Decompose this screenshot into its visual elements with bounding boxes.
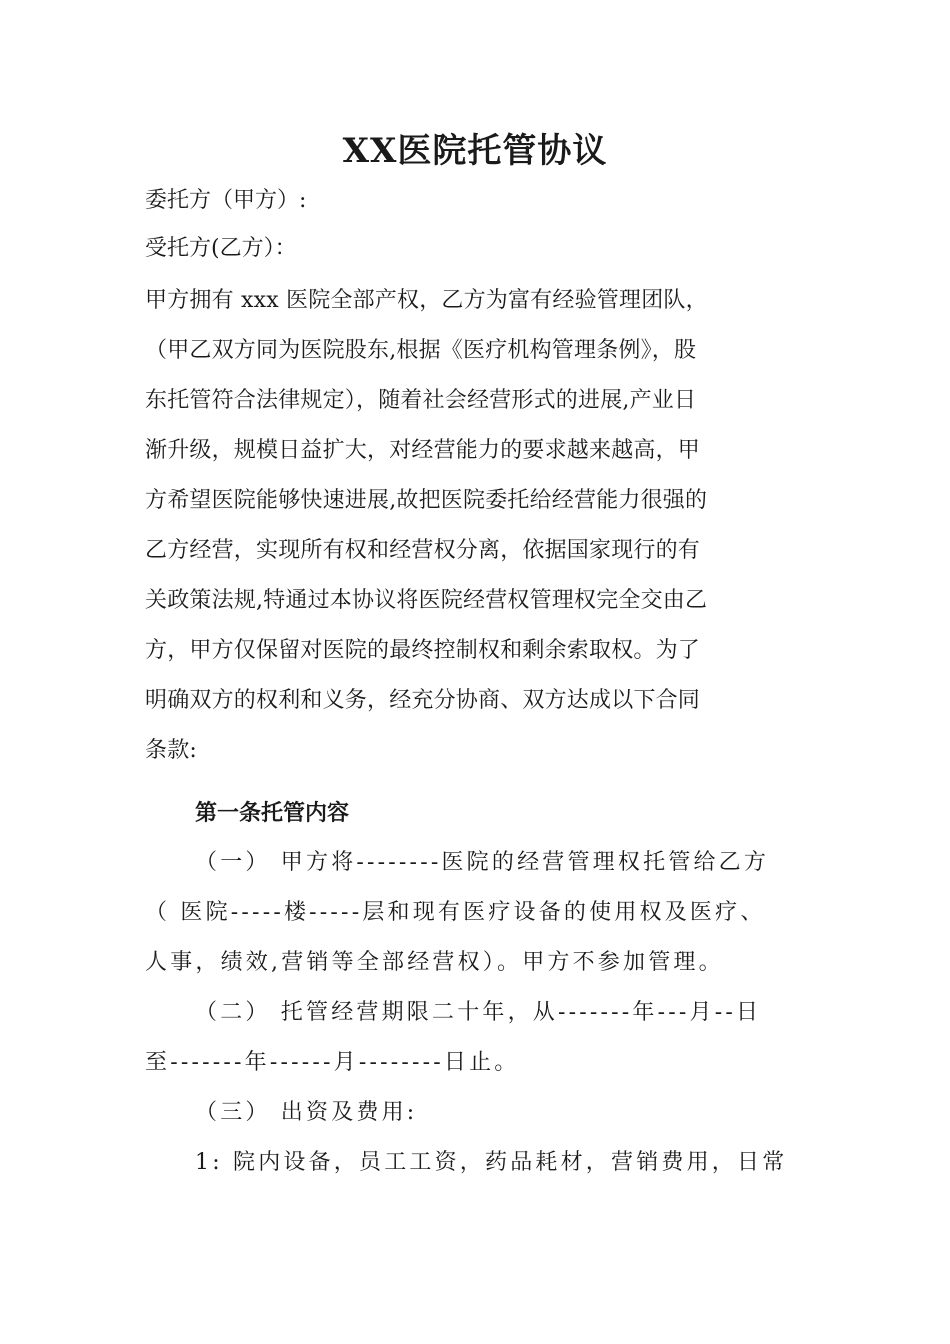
intro-paragraph: [145, 281, 810, 781]
clause-line: （ 医院-----楼-----层和现有医疗设备的使用权及医疗、: [145, 900, 766, 925]
clause-line: 1: 院内设备，员工工资，药品耗材，营销费用，日常: [195, 1150, 788, 1175]
clause-line: 至-------年------月--------日止。: [145, 1050, 520, 1075]
party-b-label: 受托方(乙方）：: [145, 236, 297, 261]
intro-line: 关政策法规,特通过本协议将医院经营权管理权完全交由乙: [145, 588, 708, 613]
clause-line: （一） 甲方将--------医院的经营管理权托管给乙方: [195, 850, 770, 875]
party-a-label: 委托方（甲方）:: [145, 188, 307, 213]
document-title: XX医院托管协议: [342, 131, 608, 171]
intro-line: （甲乙双方同为医院股东,根据《医疗机构管理条例》，股: [145, 338, 697, 363]
intro-line: 明确双方的权利和义务，经充分协商、双方达成以下合同: [145, 688, 701, 713]
intro-line: 渐升级，规模日益扩大，对经营能力的要求越来越高，甲: [145, 438, 701, 463]
intro-line: 乙方经营，实现所有权和经营权分离，依据国家现行的有: [145, 538, 701, 563]
clause-line: （二） 托管经营期限二十年，从-------年---月--日: [195, 1000, 762, 1025]
intro-line: 甲方拥有 xxx 医院全部产权，乙方为富有经验管理团队，: [145, 288, 708, 313]
clause-line: 人事，绩效,营销等全部经营权）。甲方不参加管理。: [145, 950, 724, 975]
intro-line: 方，甲方仅保留对医院的最终控制权和剩余索取权。为了: [145, 638, 701, 663]
clause-3-item-1: [145, 1143, 810, 1193]
intro-line: 条款:: [145, 738, 198, 763]
intro-line: 东托管符合法律规定），随着社会经营形式的进展,产业日: [145, 388, 697, 413]
clause-2: [145, 993, 810, 1093]
intro-line: 方希望医院能够快速进展,故把医院委托给经营能力很强的: [145, 488, 708, 513]
clause-3: [145, 1093, 810, 1143]
clause-1: [145, 843, 810, 993]
clause-line: （三） 出资及费用:: [195, 1100, 418, 1125]
article-1-heading: 第一条托管内容: [195, 800, 350, 826]
